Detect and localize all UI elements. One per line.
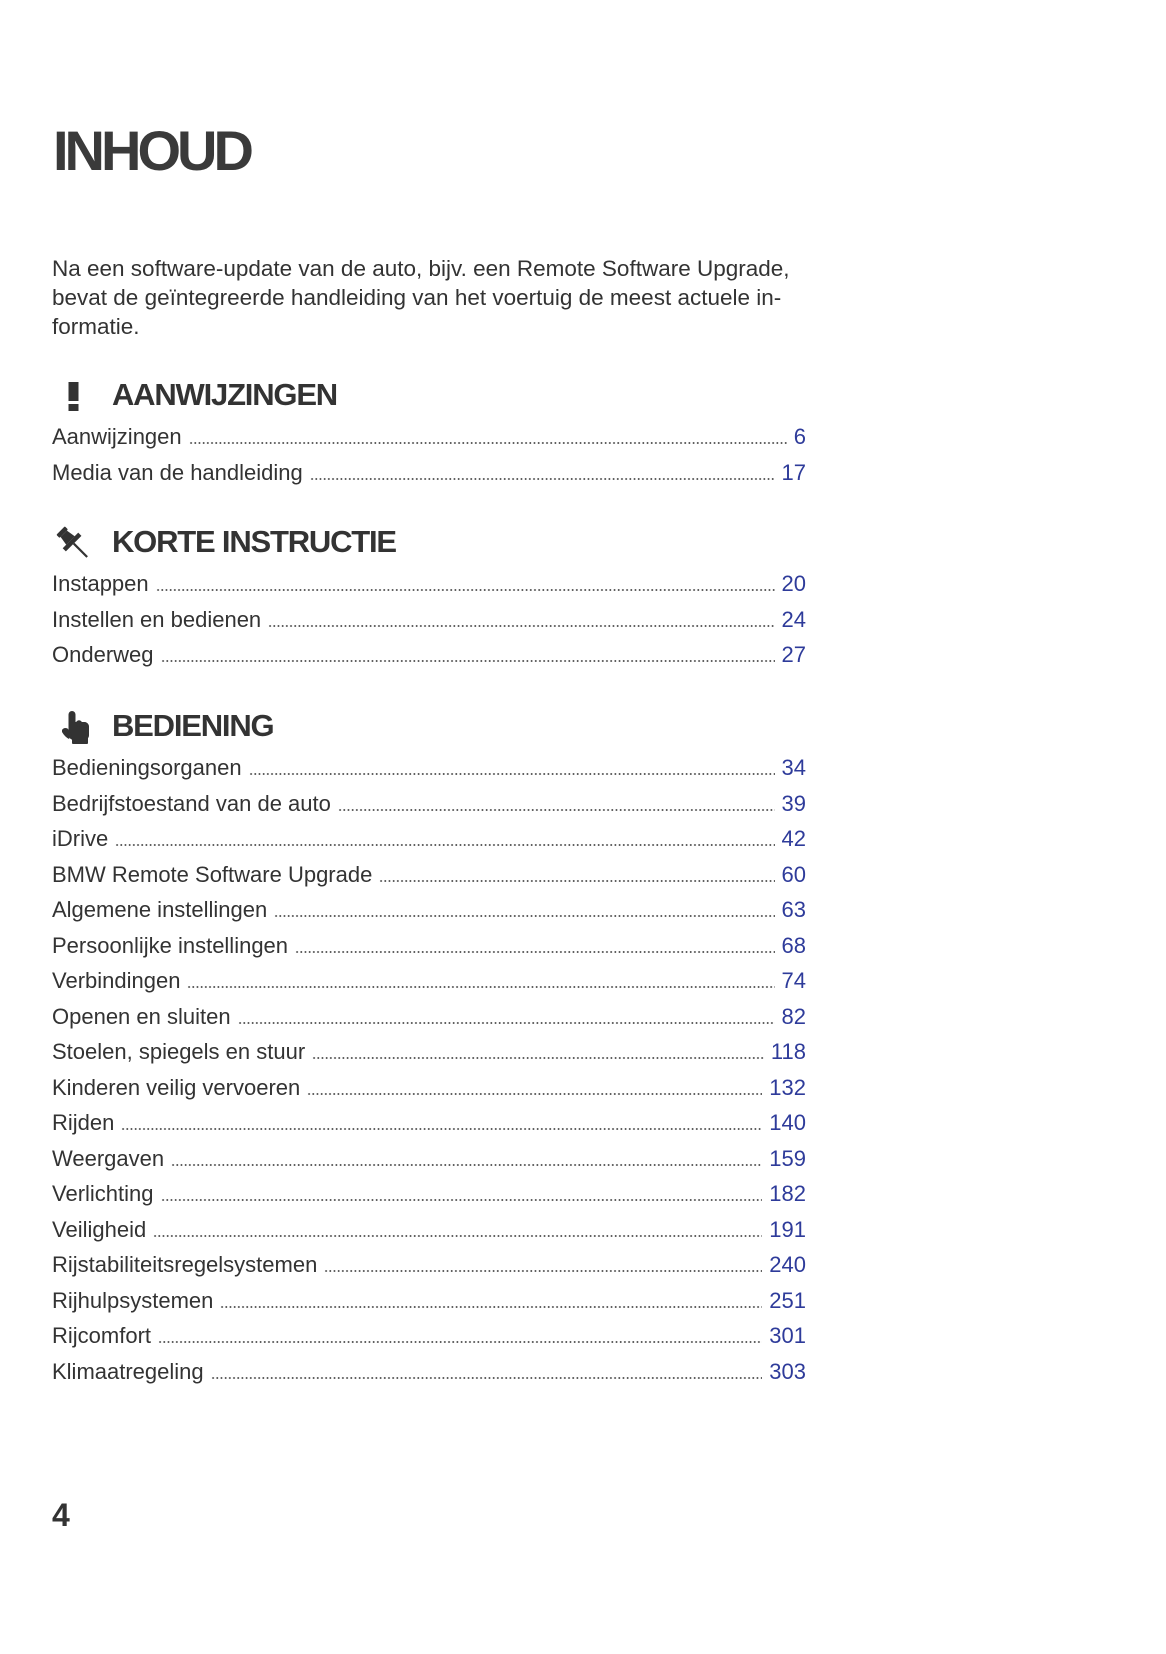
toc-entry[interactable] — [52, 892, 806, 928]
toc-entry[interactable] — [52, 1212, 806, 1248]
toc-entry-page-number[interactable]: 303 — [769, 1358, 806, 1384]
section-title: BEDIENING — [112, 708, 274, 743]
exclamation-icon — [52, 375, 96, 419]
toc-entry-page-number[interactable]: 118 — [770, 1039, 806, 1064]
toc-entry-label: Rijcomfort — [52, 1323, 152, 1348]
toc-entry-label: Instappen — [52, 571, 149, 596]
toc-entry-label: Kinderen veilig vervoeren — [52, 1074, 301, 1100]
dot-leader — [121, 1105, 762, 1141]
toc-entry-page-number[interactable]: 74 — [781, 968, 806, 993]
toc-entry[interactable] — [52, 928, 806, 964]
dot-leader — [189, 419, 787, 455]
toc-entry-label: Weergaven — [52, 1145, 165, 1171]
section-title: KORTE INSTRUCTIE — [112, 524, 396, 559]
dot-leader — [324, 1247, 762, 1283]
toc-entry-label: Rijstabiliteitsregelsystemen — [52, 1252, 318, 1277]
toc-entry[interactable] — [52, 1318, 806, 1354]
section-title: AANWIJZINGEN — [112, 377, 337, 412]
toc-entry[interactable] — [52, 1354, 806, 1390]
toc-entry-page-number[interactable]: 60 — [781, 861, 806, 887]
toc-entry-page-number[interactable]: 182 — [769, 1181, 806, 1206]
dot-leader — [156, 566, 775, 602]
section-heading — [52, 375, 806, 419]
dot-leader — [312, 1034, 764, 1070]
toc-entry[interactable] — [52, 1247, 806, 1283]
toc-entry-page-number[interactable]: 34 — [781, 755, 806, 780]
intro-paragraph — [52, 254, 832, 341]
toc-entry[interactable] — [52, 750, 806, 786]
intro-line: bevat de geïntegreerde handleiding van het voertuig de meest actuele in- — [52, 285, 782, 310]
dot-leader — [238, 999, 775, 1035]
toc-entry-page-number[interactable]: 132 — [769, 1074, 806, 1100]
dot-leader — [249, 750, 775, 786]
toc-entry-label: Klimaatregeling — [52, 1358, 204, 1384]
dot-leader — [220, 1283, 762, 1319]
toc-entry-page-number[interactable]: 39 — [781, 790, 806, 816]
dot-leader — [338, 786, 775, 822]
dot-leader — [274, 892, 774, 928]
toc-entry-label: Bedieningsorganen — [52, 755, 242, 780]
page-title: INHOUD — [53, 119, 250, 182]
toc-section-korte-instructie — [52, 522, 806, 673]
toc-entry-page-number[interactable]: 6 — [793, 424, 806, 449]
dot-leader — [379, 857, 774, 893]
toc-entry[interactable] — [52, 821, 806, 857]
toc-entry[interactable] — [52, 786, 806, 822]
toc-section-aanwijzingen — [52, 375, 806, 490]
dot-leader — [158, 1318, 762, 1354]
section-heading — [52, 522, 806, 566]
toc-entry[interactable] — [52, 1176, 806, 1212]
dot-leader — [211, 1354, 763, 1390]
dot-leader — [171, 1141, 762, 1177]
toc-entry[interactable] — [52, 1141, 806, 1177]
toc-entry-label: Media van de handleiding — [52, 459, 303, 485]
toc-entry-page-number[interactable]: 191 — [769, 1216, 806, 1242]
intro-line: Na een software-update van de auto, bijv. een Remote Software Upgrade, — [52, 256, 790, 281]
toc-entry-page-number[interactable]: 63 — [781, 897, 806, 922]
toc-entry-list — [52, 419, 806, 490]
toc-entry-list — [52, 750, 806, 1389]
toc-entry-list — [52, 566, 806, 673]
toc-entry-label: Onderweg — [52, 642, 154, 667]
dot-leader — [187, 963, 774, 999]
toc-entry-label: Veiligheid — [52, 1216, 147, 1242]
toc-entry[interactable] — [52, 637, 806, 673]
section-heading — [52, 706, 806, 750]
dot-leader — [161, 1176, 763, 1212]
toc-entry[interactable] — [52, 455, 806, 491]
toc-entry-page-number[interactable]: 82 — [781, 1003, 806, 1029]
toc-entry-label: BMW Remote Software Upgrade — [52, 861, 373, 887]
dot-leader — [307, 1070, 762, 1106]
toc-entry-label: Persoonlijke instellingen — [52, 932, 289, 958]
pointing-hand-icon — [52, 706, 96, 750]
toc-entry-page-number[interactable]: 42 — [781, 826, 806, 851]
toc-entry-page-number[interactable]: 17 — [781, 459, 806, 485]
toc-entry-label: Aanwijzingen — [52, 424, 182, 449]
toc-entry-page-number[interactable]: 301 — [769, 1323, 806, 1348]
page-number: 4 — [52, 1497, 70, 1533]
toc-section-bediening — [52, 706, 806, 1389]
dot-leader — [153, 1212, 762, 1248]
toc-entry-label: Bedrijfstoestand van de auto — [52, 790, 331, 816]
intro-line: formatie. — [52, 314, 140, 339]
toc-entry-label: Stoelen, spiegels en stuur — [52, 1039, 306, 1064]
toc-entry-label: Rijden — [52, 1110, 115, 1135]
toc-entry[interactable] — [52, 1070, 806, 1106]
toc-entry[interactable] — [52, 566, 806, 602]
dot-leader — [310, 455, 775, 491]
toc-entry[interactable] — [52, 1283, 806, 1319]
toc-entry-page-number[interactable]: 251 — [769, 1287, 806, 1313]
toc-entry[interactable] — [52, 963, 806, 999]
toc-entry-page-number[interactable]: 159 — [769, 1145, 806, 1171]
toc-entry[interactable] — [52, 999, 806, 1035]
toc-entry[interactable] — [52, 857, 806, 893]
toc-entry-label: Verbindingen — [52, 968, 181, 993]
toc-entry-label: Rijhulpsystemen — [52, 1287, 214, 1313]
toc-entry[interactable] — [52, 419, 806, 455]
toc-entry[interactable] — [52, 1105, 806, 1141]
toc-entry-label: Verlichting — [52, 1181, 154, 1206]
toc-entry-page-number[interactable]: 240 — [769, 1252, 806, 1277]
toc-entry-label: iDrive — [52, 826, 109, 851]
toc-entry-page-number[interactable]: 20 — [781, 571, 806, 596]
toc-entry[interactable] — [52, 1034, 806, 1070]
dot-leader — [295, 928, 774, 964]
toc-entry-page-number[interactable]: 27 — [781, 642, 806, 667]
toc-entry-page-number[interactable]: 24 — [781, 606, 806, 632]
toc-entry-label: Instellen en bedienen — [52, 606, 262, 632]
toc-entry-label: Openen en sluiten — [52, 1003, 231, 1029]
dot-leader — [161, 637, 775, 673]
toc-entry-label: Algemene instellingen — [52, 897, 268, 922]
dot-leader — [268, 602, 774, 638]
pushpin-icon — [52, 522, 96, 566]
toc-entry-page-number[interactable]: 140 — [769, 1110, 806, 1135]
toc-entry[interactable] — [52, 602, 806, 638]
dot-leader — [115, 821, 774, 857]
toc-entry-page-number[interactable]: 68 — [781, 932, 806, 958]
